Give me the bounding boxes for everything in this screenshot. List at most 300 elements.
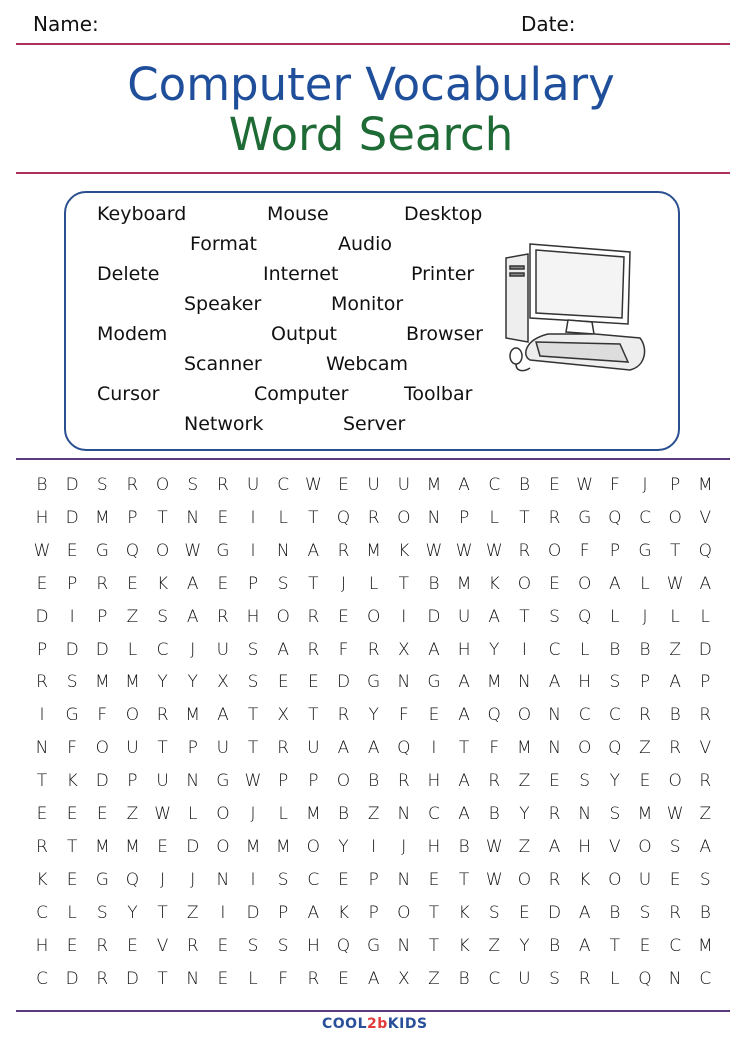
grid-letter[interactable]: G bbox=[367, 935, 381, 956]
grid-letter[interactable]: O bbox=[306, 836, 321, 857]
grid-letter[interactable]: H bbox=[578, 836, 592, 857]
grid-letter[interactable]: U bbox=[216, 738, 230, 759]
grid-letter[interactable]: B bbox=[428, 573, 440, 594]
grid-letter[interactable]: E bbox=[549, 771, 560, 792]
grid-letter[interactable]: A bbox=[548, 672, 561, 693]
grid-letter[interactable]: Z bbox=[126, 804, 139, 824]
grid-letter[interactable]: D bbox=[125, 968, 139, 989]
grid-letter[interactable]: R bbox=[337, 540, 350, 561]
grid-letter[interactable]: E bbox=[217, 968, 229, 989]
grid-letter[interactable]: F bbox=[97, 705, 108, 726]
grid-letter[interactable]: Z bbox=[699, 804, 712, 824]
grid-letter[interactable]: N bbox=[186, 968, 200, 989]
grid-letter[interactable]: U bbox=[307, 738, 320, 759]
grid-letter[interactable]: W bbox=[184, 540, 202, 561]
grid-letter[interactable]: Q bbox=[125, 869, 140, 890]
grid-letter[interactable]: O bbox=[366, 606, 381, 627]
grid-letter[interactable]: S bbox=[579, 771, 591, 792]
grid-letter[interactable]: N bbox=[397, 804, 411, 824]
grid-letter[interactable]: K bbox=[337, 902, 350, 923]
grid-letter[interactable]: H bbox=[427, 836, 441, 857]
grid-letter[interactable]: E bbox=[127, 573, 138, 594]
grid-letter[interactable]: A bbox=[699, 836, 712, 857]
grid-letter[interactable]: S bbox=[277, 935, 289, 956]
grid-letter[interactable]: E bbox=[338, 475, 349, 495]
grid-letter[interactable]: N bbox=[397, 935, 411, 956]
grid-letter[interactable]: Z bbox=[186, 902, 199, 923]
grid-letter[interactable]: A bbox=[186, 573, 199, 594]
grid-letter[interactable]: J bbox=[250, 804, 256, 824]
grid-letter[interactable]: P bbox=[36, 639, 48, 660]
grid-letter[interactable]: K bbox=[488, 573, 500, 594]
grid-letter[interactable]: L bbox=[579, 639, 590, 660]
grid-letter[interactable]: S bbox=[609, 672, 621, 693]
grid-letter[interactable]: W bbox=[666, 573, 684, 594]
grid-letter[interactable]: Q bbox=[608, 507, 622, 528]
grid-letter[interactable]: E bbox=[127, 935, 138, 956]
grid-letter[interactable]: X bbox=[217, 672, 229, 693]
grid-letter[interactable]: M bbox=[275, 836, 291, 857]
grid-letter[interactable]: W bbox=[576, 475, 594, 495]
grid-letter[interactable]: G bbox=[638, 540, 652, 561]
grid-letter[interactable]: F bbox=[398, 705, 409, 726]
grid-letter[interactable]: D bbox=[65, 968, 79, 989]
grid-letter[interactable]: V bbox=[609, 836, 621, 857]
grid-letter[interactable]: A bbox=[458, 475, 470, 495]
grid-letter[interactable]: R bbox=[277, 738, 290, 759]
grid-letter[interactable]: T bbox=[247, 705, 259, 726]
grid-letter[interactable]: E bbox=[217, 573, 229, 594]
grid-letter[interactable]: W bbox=[455, 540, 473, 561]
grid-letter[interactable]: O bbox=[397, 902, 411, 923]
grid-letter[interactable]: D bbox=[246, 902, 260, 923]
grid-letter[interactable]: U bbox=[246, 475, 260, 495]
grid-letter[interactable]: D bbox=[336, 672, 351, 693]
grid-letter[interactable]: L bbox=[248, 968, 258, 989]
grid-letter[interactable]: Y bbox=[519, 935, 530, 956]
grid-letter[interactable]: R bbox=[307, 606, 320, 627]
grid-letter[interactable]: O bbox=[276, 606, 290, 627]
grid-letter[interactable]: M bbox=[426, 475, 442, 495]
grid-letter[interactable]: T bbox=[519, 606, 530, 627]
grid-letter[interactable]: A bbox=[367, 968, 380, 989]
grid-letter[interactable]: J bbox=[190, 869, 196, 890]
grid-letter[interactable]: O bbox=[517, 869, 532, 890]
grid-letter[interactable]: Z bbox=[639, 738, 651, 759]
grid-letter[interactable]: P bbox=[700, 672, 711, 693]
grid-letter[interactable]: A bbox=[669, 672, 681, 693]
grid-letter[interactable]: S bbox=[609, 804, 621, 824]
grid-letter[interactable]: O bbox=[336, 771, 351, 792]
grid-letter[interactable]: A bbox=[458, 804, 470, 824]
grid-letter[interactable]: P bbox=[368, 902, 379, 923]
grid-letter[interactable]: E bbox=[66, 869, 78, 890]
grid-letter[interactable]: A bbox=[367, 738, 380, 759]
grid-letter[interactable]: T bbox=[66, 836, 78, 857]
grid-letter[interactable]: U bbox=[156, 771, 169, 792]
grid-letter[interactable]: G bbox=[367, 672, 381, 693]
grid-letter[interactable]: J bbox=[401, 836, 407, 857]
grid-letter[interactable]: C bbox=[36, 902, 48, 923]
grid-letter[interactable]: I bbox=[250, 869, 256, 890]
grid-letter[interactable]: Z bbox=[488, 935, 501, 956]
grid-letter[interactable]: O bbox=[577, 738, 592, 759]
grid-letter[interactable]: C bbox=[608, 705, 621, 726]
grid-letter[interactable]: P bbox=[127, 771, 138, 792]
grid-letter[interactable]: R bbox=[518, 540, 531, 561]
grid-letter[interactable]: E bbox=[157, 836, 168, 857]
grid-letter[interactable]: T bbox=[247, 738, 259, 759]
grid-letter[interactable]: E bbox=[36, 804, 48, 824]
grid-letter[interactable]: K bbox=[36, 869, 48, 890]
grid-letter[interactable]: Z bbox=[367, 804, 380, 824]
grid-letter[interactable]: B bbox=[458, 968, 470, 989]
grid-letter[interactable]: L bbox=[368, 573, 379, 594]
grid-letter[interactable]: A bbox=[548, 836, 561, 857]
grid-letter[interactable]: P bbox=[247, 573, 259, 594]
grid-letter[interactable]: R bbox=[216, 606, 229, 627]
grid-letter[interactable]: N bbox=[276, 540, 290, 561]
grid-letter[interactable]: W bbox=[304, 475, 322, 495]
grid-letter[interactable]: R bbox=[36, 836, 48, 857]
grid-letter[interactable]: Y bbox=[519, 804, 530, 824]
grid-letter[interactable]: O bbox=[577, 573, 592, 594]
grid-letter[interactable]: N bbox=[186, 771, 200, 792]
grid-letter[interactable]: C bbox=[669, 935, 682, 956]
grid-letter[interactable]: A bbox=[277, 639, 289, 660]
grid-letter[interactable]: R bbox=[669, 738, 682, 759]
grid-letter[interactable]: T bbox=[36, 771, 48, 792]
grid-letter[interactable]: I bbox=[401, 606, 407, 627]
grid-letter[interactable]: B bbox=[36, 475, 48, 495]
grid-letter[interactable]: S bbox=[639, 902, 651, 923]
grid-letter[interactable]: K bbox=[458, 902, 470, 923]
grid-letter[interactable]: B bbox=[609, 639, 621, 660]
grid-letter[interactable]: Y bbox=[489, 639, 500, 660]
grid-letter[interactable]: V bbox=[156, 935, 169, 956]
grid-letter[interactable]: S bbox=[247, 672, 259, 693]
grid-letter[interactable]: W bbox=[666, 804, 684, 824]
grid-letter[interactable]: H bbox=[35, 935, 49, 956]
grid-letter[interactable]: H bbox=[578, 672, 592, 693]
grid-letter[interactable]: M bbox=[306, 804, 321, 824]
grid-letter[interactable]: Y bbox=[187, 672, 198, 693]
grid-letter[interactable]: H bbox=[246, 606, 260, 627]
grid-letter[interactable]: P bbox=[670, 475, 681, 495]
grid-letter[interactable]: A bbox=[307, 902, 320, 923]
grid-letter[interactable]: U bbox=[638, 869, 652, 890]
grid-letter[interactable]: P bbox=[458, 507, 470, 528]
grid-letter[interactable]: F bbox=[579, 540, 590, 561]
grid-letter[interactable]: B bbox=[639, 639, 651, 660]
grid-letter[interactable]: D bbox=[35, 606, 49, 627]
grid-letter[interactable]: C bbox=[548, 639, 561, 660]
grid-letter[interactable]: R bbox=[96, 573, 109, 594]
grid-letter[interactable]: C bbox=[488, 475, 501, 495]
grid-letter[interactable]: Q bbox=[698, 540, 712, 561]
grid-letter[interactable]: C bbox=[488, 968, 501, 989]
grid-letter[interactable]: D bbox=[427, 606, 441, 627]
grid-letter[interactable]: H bbox=[306, 935, 320, 956]
grid-letter[interactable]: A bbox=[428, 639, 440, 660]
grid-letter[interactable]: M bbox=[486, 672, 502, 693]
grid-letter[interactable]: I bbox=[39, 705, 45, 726]
grid-letter[interactable]: E bbox=[36, 573, 48, 594]
grid-letter[interactable]: P bbox=[609, 540, 620, 561]
grid-letter[interactable]: I bbox=[250, 540, 256, 561]
grid-letter[interactable]: W bbox=[425, 540, 443, 561]
grid-letter[interactable]: B bbox=[669, 705, 681, 726]
grid-letter[interactable]: Q bbox=[336, 935, 351, 956]
grid-letter[interactable]: U bbox=[518, 968, 531, 989]
grid-letter[interactable]: B bbox=[488, 804, 500, 824]
grid-letter[interactable]: G bbox=[95, 540, 109, 561]
grid-letter[interactable]: D bbox=[95, 771, 109, 792]
grid-letter[interactable]: M bbox=[125, 672, 140, 693]
grid-letter[interactable]: L bbox=[610, 606, 620, 627]
grid-letter[interactable]: N bbox=[397, 672, 411, 693]
grid-letter[interactable]: E bbox=[549, 573, 560, 594]
grid-letter[interactable]: N bbox=[578, 804, 592, 824]
grid-letter[interactable]: R bbox=[126, 475, 139, 495]
grid-letter[interactable]: B bbox=[368, 771, 380, 792]
grid-letter[interactable]: J bbox=[642, 475, 648, 495]
grid-letter[interactable]: E bbox=[66, 540, 78, 561]
grid-letter[interactable]: S bbox=[247, 935, 259, 956]
grid-letter[interactable]: L bbox=[610, 968, 620, 989]
grid-letter[interactable]: R bbox=[96, 935, 109, 956]
grid-letter[interactable]: H bbox=[35, 507, 49, 528]
grid-letter[interactable]: L bbox=[67, 902, 77, 923]
grid-letter[interactable]: P bbox=[278, 902, 289, 923]
grid-letter[interactable]: A bbox=[186, 606, 199, 627]
grid-letter[interactable]: U bbox=[216, 639, 230, 660]
grid-letter[interactable]: T bbox=[308, 507, 319, 528]
grid-letter[interactable]: X bbox=[397, 968, 410, 989]
grid-letter[interactable]: W bbox=[244, 771, 262, 792]
grid-letter[interactable]: O bbox=[216, 804, 230, 824]
grid-letter[interactable]: I bbox=[220, 902, 226, 923]
grid-letter[interactable]: D bbox=[65, 639, 79, 660]
grid-letter[interactable]: G bbox=[427, 672, 441, 693]
grid-letter[interactable]: N bbox=[518, 672, 531, 693]
grid-letter[interactable]: R bbox=[669, 902, 682, 923]
grid-letter[interactable]: S bbox=[277, 869, 289, 890]
grid-letter[interactable]: E bbox=[549, 475, 560, 495]
grid-letter[interactable]: E bbox=[338, 968, 349, 989]
grid-letter[interactable]: N bbox=[668, 968, 682, 989]
grid-letter[interactable]: F bbox=[338, 639, 349, 660]
grid-letter[interactable]: R bbox=[699, 705, 712, 726]
grid-letter[interactable]: R bbox=[36, 672, 48, 693]
grid-letter[interactable]: T bbox=[519, 507, 530, 528]
grid-letter[interactable]: O bbox=[547, 540, 562, 561]
grid-letter[interactable]: M bbox=[697, 475, 713, 495]
grid-letter[interactable]: T bbox=[428, 935, 440, 956]
grid-letter[interactable]: B bbox=[548, 935, 561, 956]
grid-letter[interactable]: I bbox=[250, 507, 256, 528]
grid-letter[interactable]: Q bbox=[638, 968, 652, 989]
grid-letter[interactable]: A bbox=[217, 705, 229, 726]
grid-letter[interactable]: U bbox=[397, 475, 411, 495]
grid-letter[interactable]: Z bbox=[126, 606, 139, 627]
grid-letter[interactable]: V bbox=[699, 738, 712, 759]
grid-letter[interactable]: R bbox=[156, 705, 169, 726]
grid-letter[interactable]: M bbox=[366, 540, 381, 561]
grid-letter[interactable]: T bbox=[428, 902, 440, 923]
grid-letter[interactable]: M bbox=[185, 705, 201, 726]
grid-letter[interactable]: L bbox=[670, 606, 680, 627]
grid-letter[interactable]: W bbox=[485, 540, 503, 561]
grid-letter[interactable]: K bbox=[458, 935, 470, 956]
grid-letter[interactable]: K bbox=[579, 869, 591, 890]
grid-letter[interactable]: C bbox=[639, 507, 651, 528]
grid-letter[interactable]: R bbox=[578, 968, 591, 989]
grid-letter[interactable]: C bbox=[428, 804, 440, 824]
grid-letter[interactable]: C bbox=[36, 968, 48, 989]
grid-letter[interactable]: E bbox=[428, 705, 440, 726]
grid-letter[interactable]: F bbox=[609, 475, 620, 495]
grid-letter[interactable]: L bbox=[127, 639, 138, 660]
grid-letter[interactable]: N bbox=[548, 738, 561, 759]
grid-letter[interactable]: E bbox=[338, 606, 349, 627]
grid-letter[interactable]: Q bbox=[608, 738, 622, 759]
grid-letter[interactable]: T bbox=[458, 738, 470, 759]
grid-letter[interactable]: N bbox=[186, 507, 200, 528]
grid-letter[interactable]: R bbox=[548, 869, 561, 890]
grid-letter[interactable]: E bbox=[277, 672, 289, 693]
grid-letter[interactable]: R bbox=[307, 968, 320, 989]
grid-letter[interactable]: J bbox=[160, 869, 166, 890]
grid-letter[interactable]: P bbox=[278, 771, 289, 792]
grid-letter[interactable]: R bbox=[96, 968, 109, 989]
grid-letter[interactable]: S bbox=[157, 606, 168, 627]
grid-letter[interactable]: G bbox=[216, 771, 230, 792]
grid-letter[interactable]: M bbox=[517, 738, 532, 759]
grid-letter[interactable]: N bbox=[548, 705, 561, 726]
grid-letter[interactable]: A bbox=[609, 573, 621, 594]
grid-letter[interactable]: U bbox=[367, 475, 380, 495]
grid-letter[interactable]: P bbox=[308, 771, 319, 792]
grid-letter[interactable]: L bbox=[278, 804, 288, 824]
grid-letter[interactable]: M bbox=[94, 836, 110, 857]
grid-letter[interactable]: P bbox=[187, 738, 198, 759]
grid-letter[interactable]: E bbox=[307, 672, 319, 693]
grid-letter[interactable]: O bbox=[668, 771, 682, 792]
grid-letter[interactable]: E bbox=[639, 771, 651, 792]
grid-letter[interactable]: B bbox=[337, 804, 350, 824]
grid-letter[interactable]: V bbox=[699, 507, 712, 528]
grid-letter[interactable]: P bbox=[97, 606, 108, 627]
grid-letter[interactable]: Y bbox=[609, 771, 621, 792]
grid-letter[interactable]: T bbox=[157, 968, 168, 989]
grid-letter[interactable]: O bbox=[155, 475, 170, 495]
grid-letter[interactable]: E bbox=[217, 507, 229, 528]
grid-letter[interactable]: R bbox=[186, 935, 199, 956]
grid-letter[interactable]: B bbox=[699, 902, 711, 923]
grid-letter[interactable]: Z bbox=[428, 968, 440, 989]
grid-letter[interactable]: E bbox=[217, 935, 229, 956]
grid-letter[interactable]: Q bbox=[577, 606, 592, 627]
grid-letter[interactable]: E bbox=[66, 804, 78, 824]
grid-letter[interactable]: S bbox=[96, 475, 108, 495]
grid-letter[interactable]: S bbox=[247, 639, 259, 660]
grid-letter[interactable]: M bbox=[637, 804, 653, 824]
grid-letter[interactable]: F bbox=[278, 968, 289, 989]
grid-letter[interactable]: L bbox=[278, 507, 288, 528]
grid-letter[interactable]: L bbox=[489, 507, 499, 528]
grid-letter[interactable]: K bbox=[398, 540, 410, 561]
grid-letter[interactable]: Y bbox=[338, 836, 349, 857]
grid-letter[interactable]: R bbox=[488, 771, 501, 792]
grid-letter[interactable]: R bbox=[548, 804, 561, 824]
grid-letter[interactable]: T bbox=[157, 902, 168, 923]
grid-letter[interactable]: Q bbox=[336, 507, 351, 528]
grid-letter[interactable]: W bbox=[485, 869, 503, 890]
grid-letter[interactable]: T bbox=[458, 869, 470, 890]
grid-letter[interactable]: G bbox=[95, 869, 109, 890]
grid-letter[interactable]: W bbox=[33, 540, 51, 561]
grid-letter[interactable]: T bbox=[157, 507, 168, 528]
grid-letter[interactable]: M bbox=[94, 672, 110, 693]
grid-letter[interactable]: T bbox=[669, 540, 681, 561]
grid-letter[interactable]: E bbox=[66, 935, 78, 956]
grid-letter[interactable]: O bbox=[95, 738, 109, 759]
grid-letter[interactable]: S bbox=[187, 475, 199, 495]
grid-letter[interactable]: E bbox=[669, 869, 681, 890]
grid-letter[interactable]: I bbox=[69, 606, 75, 627]
grid-letter[interactable]: O bbox=[155, 540, 170, 561]
grid-letter[interactable]: M bbox=[125, 836, 140, 857]
grid-letter[interactable]: E bbox=[96, 804, 108, 824]
grid-letter[interactable]: S bbox=[549, 968, 560, 989]
grid-letter[interactable]: E bbox=[519, 902, 530, 923]
grid-letter[interactable]: X bbox=[277, 705, 290, 726]
grid-letter[interactable]: C bbox=[699, 968, 712, 989]
grid-letter[interactable]: A bbox=[488, 606, 501, 627]
grid-letter[interactable]: X bbox=[397, 639, 410, 660]
grid-letter[interactable]: N bbox=[216, 869, 230, 890]
grid-letter[interactable]: Y bbox=[127, 902, 138, 923]
grid-letter[interactable]: R bbox=[307, 639, 320, 660]
grid-letter[interactable]: Q bbox=[125, 540, 140, 561]
grid-letter[interactable]: O bbox=[517, 573, 532, 594]
grid-letter[interactable]: D bbox=[65, 475, 79, 495]
grid-letter[interactable]: L bbox=[640, 573, 650, 594]
grid-letter[interactable]: C bbox=[277, 475, 290, 495]
grid-letter[interactable]: R bbox=[639, 705, 651, 726]
grid-letter[interactable]: A bbox=[337, 738, 350, 759]
grid-letter[interactable]: P bbox=[368, 869, 379, 890]
grid-letter[interactable]: R bbox=[367, 507, 380, 528]
grid-letter[interactable]: H bbox=[427, 771, 441, 792]
grid-letter[interactable]: W bbox=[154, 804, 171, 824]
grid-letter[interactable]: D bbox=[698, 639, 712, 660]
grid-letter[interactable]: E bbox=[639, 935, 651, 956]
grid-letter[interactable]: L bbox=[188, 804, 198, 824]
grid-letter[interactable]: K bbox=[66, 771, 78, 792]
grid-letter[interactable]: A bbox=[458, 672, 470, 693]
grid-letter[interactable]: T bbox=[157, 738, 168, 759]
grid-letter[interactable]: Z bbox=[669, 639, 681, 660]
grid-letter[interactable]: C bbox=[307, 869, 320, 890]
grid-letter[interactable]: D bbox=[548, 902, 562, 923]
grid-letter[interactable]: D bbox=[186, 836, 200, 857]
grid-letter[interactable]: H bbox=[457, 639, 471, 660]
grid-letter[interactable]: B bbox=[458, 836, 470, 857]
grid-letter[interactable]: U bbox=[457, 606, 471, 627]
grid-letter[interactable]: D bbox=[65, 507, 79, 528]
